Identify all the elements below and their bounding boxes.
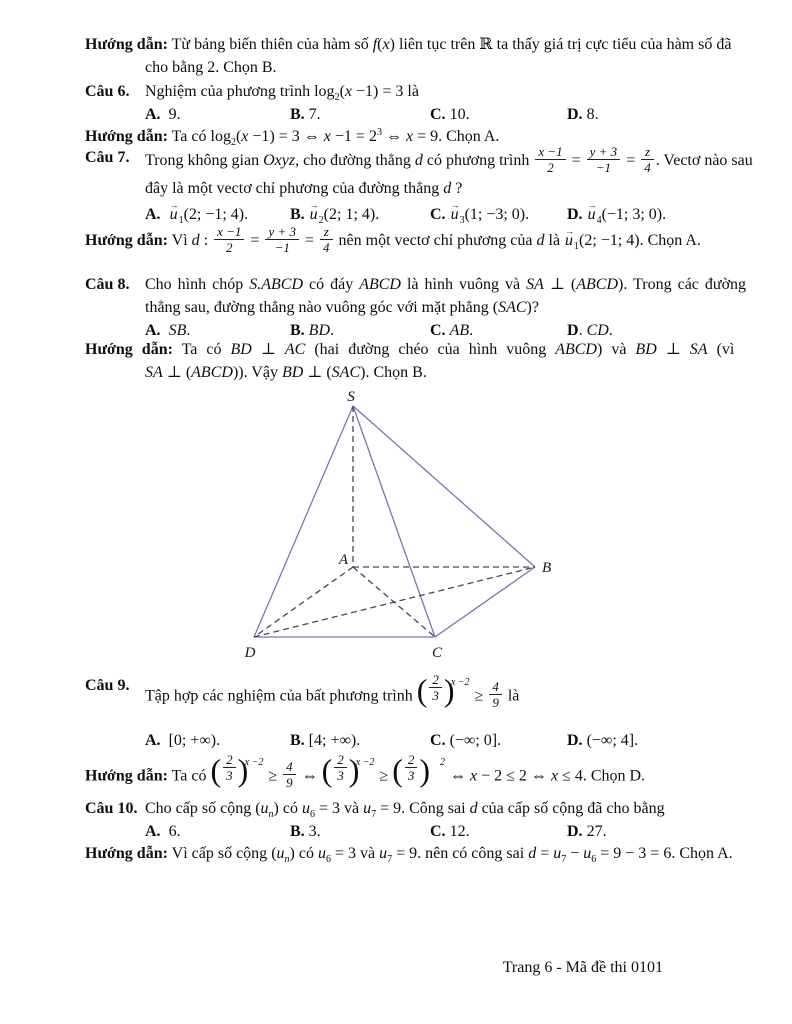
question-7-number: Câu 7. (85, 149, 130, 166)
vertex-label-a: A (338, 552, 348, 568)
answer-option-d: D. 8. (567, 106, 599, 123)
solution-line: cho bằng 2. Chọn B. (145, 59, 277, 76)
question-7 (85, 144, 753, 200)
question-9 (85, 671, 710, 712)
solution-q10 (85, 842, 733, 871)
page-footer (85, 956, 710, 979)
answer-option-b: B. BD. (290, 322, 334, 339)
solution-q8 (85, 338, 735, 384)
question-9-text: Tập hợp các nghiệm của bất phương trình ( $\frac{2}{3}$ ) x −2 ≥ $\frac{4}{9}$ là (145, 671, 520, 711)
solution-line: SA ⊥ (ABCD)). Vậy BD ⊥ (SAC). Chọn B. (145, 364, 427, 381)
question-6-text: Nghiệm của phương trình $\log_2(x -1) = 3$ là (145, 83, 419, 103)
question-10-answers (85, 820, 710, 843)
answer-option-a: A. [0; +∞). (145, 732, 221, 749)
vertex-label-c: C (431, 645, 443, 661)
answer-option-a: A. SB. (145, 322, 191, 339)
question-8-number: Câu 8. (85, 276, 130, 293)
question-8 (85, 273, 747, 319)
vertex-label-d: D (244, 645, 256, 661)
question-9-answers (85, 729, 710, 752)
answer-option-b: B. [4; +∞). (290, 732, 361, 749)
answer-option-a: A. $u \to_1(2$; −1; 4). (145, 203, 290, 232)
question-10-number: Câu 10. (85, 800, 138, 817)
answer-option-a: A. 6. (145, 823, 181, 840)
solution-q7 (85, 226, 710, 258)
question-8-text: Cho hình chóp S.ABCD có đáy ABCD là hình vuông và SA ⊥ (ABCD). Trong các đường (145, 276, 747, 293)
answer-option-b: B. 7. (290, 106, 321, 123)
solution-q5 (85, 33, 732, 79)
question-9-number: Câu 9. (85, 677, 130, 694)
answer-option-c: C. (−∞; 0]. (430, 732, 502, 749)
question-7-text: đây là một vectơ chỉ phương của đường thẳng d ? (145, 180, 463, 197)
solution-line: Hướng dẫn: Ta có $\log_2(x -1) = 3$ ⇔ $x -1 = 2^3$ ⇔ x = 9. Chọn A. (85, 127, 500, 148)
pyramid-figure-svg (200, 385, 600, 675)
solution-line: Hướng dẫn: Vì cấp số cộng $(u_n)$ có $u_6 = 3$ và $u_7 = 9$. nên có công sai $d = u_7 - u_6 = 9 - 3 = 6$. Chọn A. (85, 845, 733, 865)
solution-q9 (85, 751, 710, 792)
answer-option-c: C. AB. (430, 322, 474, 339)
page-footer-text: Trang 6 - Mã đề thi 0101 (502, 959, 663, 976)
vertex-label-s: S (347, 389, 355, 405)
question-10-text: Cho cấp số cộng $(u_n)$ có $u_6 = 3$ và $u_7 = 9$. Công sai d của cấp số cộng đã cho bằng (145, 800, 665, 820)
answer-option-d: D. (−∞; 4]. (567, 732, 639, 749)
answer-option-d: D. 27. (567, 823, 607, 840)
answer-option-c: C. 10. (430, 106, 470, 123)
answer-option-d: D. $u \to_4(-1$; 3; 0). (567, 203, 710, 232)
solution-line: Hướng dẫn: Vì d : $\frac{x -1}{2}$ = $\frac{y + 3}{-1}$ = $\frac{z}{4}$ nên một vectơ chỉ phương của d là $u \to_1(2$; −1; 4). Chọn A. (85, 226, 710, 258)
answer-option-b: B. 3. (290, 823, 321, 840)
pyramid-figure (200, 385, 600, 675)
answer-option-b: B. $u \to_2(2$; 1; 4). (290, 203, 430, 232)
answer-option-d: D. CD. (567, 322, 613, 339)
solution-line: Hướng dẫn: Ta có ( $\frac{2}{3}$ ) x −2 ≥ $\frac{4}{9}$ ⇔ ( $\frac{2}{3}$ ) x −2 ≥ ( $\frac{2}{3}$ ) 2 ⇔ x − 2 ≤ 2 ⇔ x ≤ 4. Chọn D. (85, 751, 646, 791)
solution-line: Hướng dẫn: Ta có BD ⊥ AC (hai đường chéo của hình vuông ABCD) và BD ⊥ SA (vì (85, 341, 735, 358)
question-6-number: Câu 6. (85, 83, 130, 100)
question-7-text: Trong không gian Oxyz, cho đường thẳng d có phương trình $\frac{x -1}{2}$ = $\frac{y + 3}{-1}$ = $\frac{z}{4}$ . Vectơ nào sau (145, 144, 753, 175)
answer-option-c: C. 12. (430, 823, 470, 840)
answer-option-a: A. 9. (145, 106, 181, 123)
answer-option-c: C. $u \to_3(1$; −3; 0). (430, 203, 567, 232)
solution-line: Hướng dẫn: Từ bảng biến thiên của hàm số f(x) liên tục trên ℝ ta thấy giá trị cực tiểu của hàm số đã (85, 36, 732, 53)
vertex-label-b: B (542, 560, 552, 576)
question-8-text: thẳng sau, đường thẳng nào vuông góc với mặt phẳng (SAC)? (145, 299, 539, 316)
